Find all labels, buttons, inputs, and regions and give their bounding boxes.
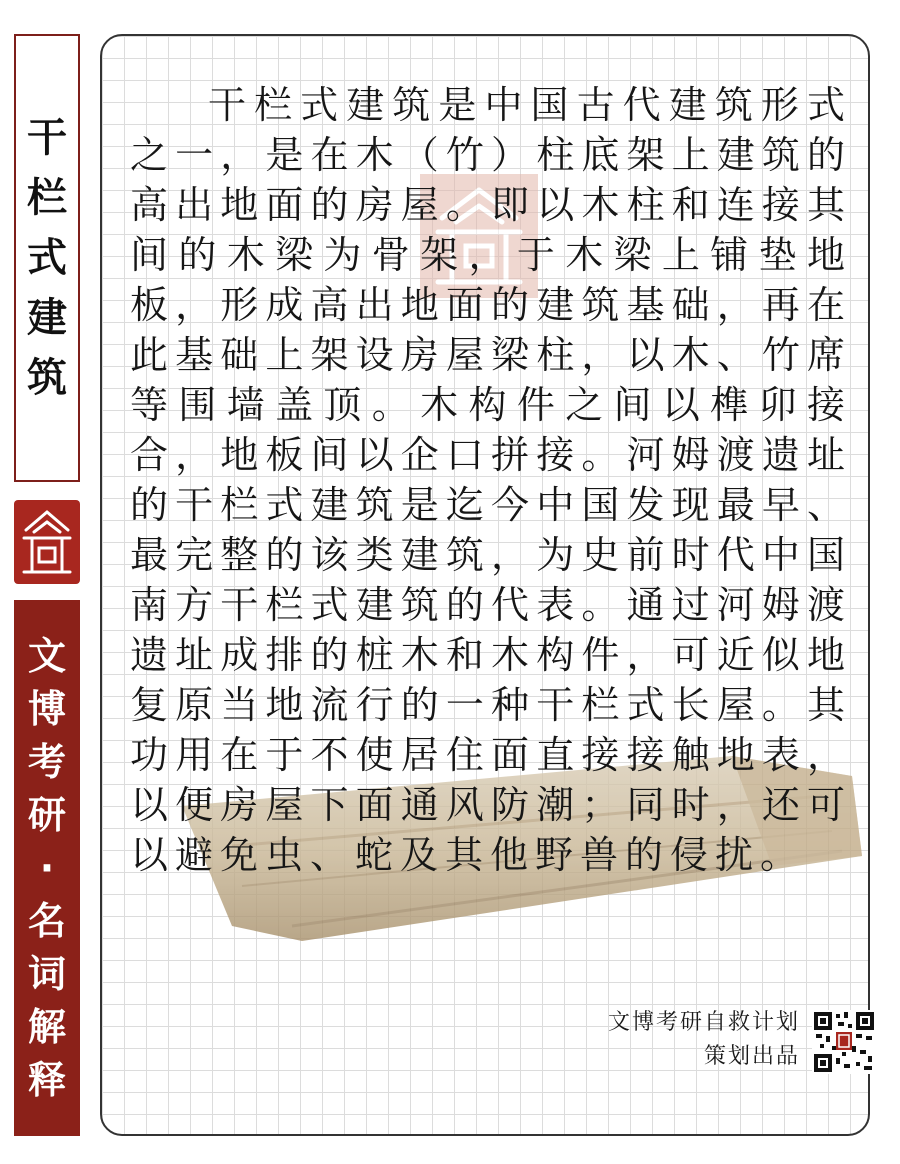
title-char: 干	[27, 115, 67, 161]
banner-char: 词	[27, 951, 66, 996]
banner-char: 名	[27, 898, 66, 943]
banner-char: 解	[27, 1004, 66, 1049]
title-char: 式	[27, 235, 67, 281]
banner-char: 研	[27, 792, 66, 837]
content-card	[100, 34, 870, 1136]
banner-char: 释	[27, 1057, 66, 1102]
banner-char: 文	[27, 633, 66, 678]
banner-char: 考	[27, 739, 66, 784]
vertical-title	[14, 34, 80, 482]
title-char: 栏	[27, 175, 67, 221]
title-char: 建	[27, 295, 67, 341]
title-char: 筑	[27, 355, 67, 401]
credit-line-2: 策划出品	[703, 1044, 800, 1069]
series-banner	[14, 600, 80, 1136]
definition-text: 干栏式建筑是中国古代建筑形式之一，是在木（竹）柱底架上建筑的高出地面的房屋。即以木柱和连接其间的木梁为骨架，于木梁上铺垫地板，形成高出地面的建筑基础，再在此基础上架设房屋梁柱，以木、竹席等围墙盖顶。木构件之间以榫卯接合，地板间以企口拼接。河姆渡遗址的干栏式建筑是迄今中国发现最早、最完整的该类建筑，为史前时代中国南方干栏式建筑的代表。通过河姆渡遗址成排的桩木和木构件，可近似地复原当地流行的一种干栏式长屋。其功用在于不使居住面直接接触地表，以便房屋下面通风防潮；同时，还可以避免虫、蛇及其他野兽的侵扰。	[130, 83, 852, 877]
qr-code-icon[interactable]	[812, 1010, 876, 1074]
credit-line-1: 文博考研自救计划	[607, 1010, 800, 1035]
credit-block	[608, 1006, 800, 1074]
banner-char: 博	[27, 686, 66, 731]
seal-logo-icon	[14, 500, 80, 584]
banner-char: ·	[39, 845, 55, 890]
